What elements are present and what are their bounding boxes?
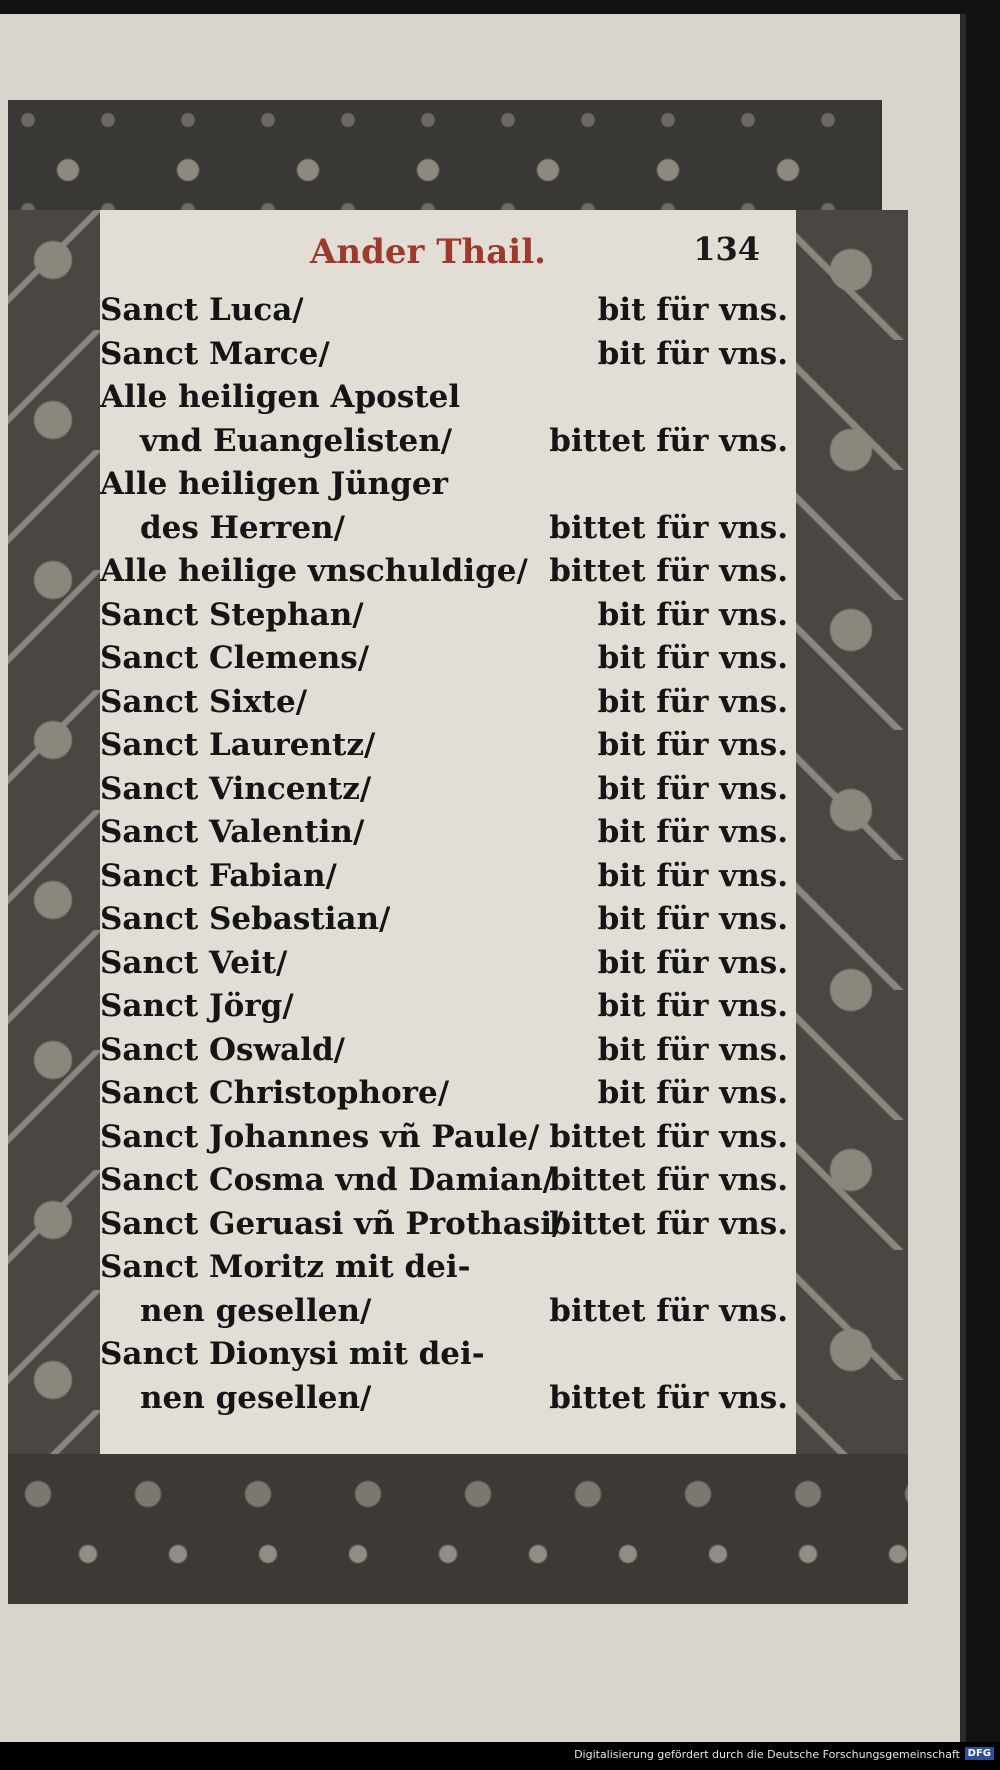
litany-line [100, 945, 796, 989]
saint-invocation: Sanct Marce/ [100, 335, 330, 372]
litany-response: bit für vns. [597, 770, 788, 807]
litany-response: bit für vns. [597, 292, 788, 328]
saint-invocation: Sanct Moritz mit dei- [100, 1249, 471, 1285]
litany-line [100, 510, 796, 554]
saint-invocation: vnd Euangelisten/ [140, 422, 453, 459]
litany-response: bit für vns. [597, 1031, 788, 1068]
litany-line [100, 379, 796, 423]
litany-response: bit für vns. [597, 640, 788, 676]
saint-invocation: Sanct Fabian/ [100, 857, 337, 894]
litany-line [100, 858, 796, 902]
litany-response: bit für vns. [597, 944, 788, 981]
litany-response: bittet für vns. [549, 1162, 788, 1198]
woodcut-border-left [8, 210, 100, 1454]
litany-line [100, 1206, 796, 1250]
saint-invocation: Sanct Oswald/ [100, 1031, 346, 1068]
litany-response: bittet für vns. [549, 1292, 788, 1329]
saint-invocation: Sanct Veit/ [100, 944, 288, 981]
saint-invocation: Sanct Jörg/ [100, 988, 294, 1024]
litany-line [100, 727, 796, 771]
woodcut-border-right [796, 210, 908, 1454]
saint-invocation: Sanct Valentin/ [100, 814, 365, 850]
saint-invocation: Alle heiligen Apostel [100, 379, 461, 415]
litany-response: bit für vns. [597, 596, 788, 633]
litany-response: bittet für vns. [549, 1118, 788, 1155]
litany-line [100, 1119, 796, 1163]
litany-line [100, 336, 796, 380]
litany-response: bit für vns. [597, 814, 788, 850]
litany-response: bittet für vns. [549, 553, 788, 589]
saint-invocation: Sanct Luca/ [100, 292, 304, 328]
saint-invocation: Sanct Sixte/ [100, 683, 308, 720]
litany-response: bit für vns. [597, 683, 788, 720]
saint-invocation: Sanct Clemens/ [100, 640, 370, 676]
text-block [100, 210, 796, 1454]
saint-invocation: nen gesellen/ [140, 1292, 372, 1329]
litany-response: bit für vns. [597, 988, 788, 1024]
litany-list [100, 292, 796, 1423]
litany-line [100, 771, 796, 815]
saint-invocation: Sanct Sebastian/ [100, 901, 391, 937]
page-number: 134 [693, 230, 760, 268]
litany-line [100, 553, 796, 597]
litany-response: bit für vns. [597, 727, 788, 763]
litany-line [100, 814, 796, 858]
litany-line [100, 901, 796, 945]
saint-invocation: Sanct Vincentz/ [100, 770, 372, 807]
saint-invocation: Alle heilige vnschuldige/ [100, 553, 528, 589]
book-page [0, 14, 966, 1742]
litany-line [100, 1336, 796, 1380]
litany-response: bittet für vns. [549, 1379, 788, 1416]
litany-line [100, 1162, 796, 1206]
litany-line [100, 1293, 796, 1337]
litany-line [100, 597, 796, 641]
saint-invocation: Sanct Cosma vnd Damian/ [100, 1162, 554, 1198]
litany-line [100, 684, 796, 728]
litany-line [100, 988, 796, 1032]
litany-line [100, 466, 796, 510]
woodcut-border-bottom [8, 1454, 908, 1604]
saint-invocation: nen gesellen/ [140, 1379, 372, 1416]
saint-invocation: Sanct Dionysi mit dei- [100, 1336, 485, 1372]
litany-response: bit für vns. [597, 335, 788, 372]
saint-invocation: Sanct Geruasi vñ Prothasi/ [100, 1205, 564, 1242]
litany-line [100, 1075, 796, 1119]
litany-line [100, 1380, 796, 1424]
litany-line [100, 292, 796, 336]
digitization-credit-bar [0, 1742, 1000, 1770]
saint-invocation: Alle heiligen Jünger [100, 466, 448, 502]
litany-line [100, 1032, 796, 1076]
running-head: Ander Thail. [310, 232, 546, 272]
litany-line [100, 1249, 796, 1293]
saint-invocation: des Herren/ [140, 509, 345, 546]
dfg-logo: DFG [965, 1747, 994, 1760]
litany-response: bit für vns. [597, 1075, 788, 1111]
litany-line [100, 640, 796, 684]
litany-response: bittet für vns. [549, 509, 788, 546]
litany-response: bit für vns. [597, 901, 788, 937]
litany-response: bit für vns. [597, 857, 788, 894]
woodcut-border-top [8, 100, 882, 210]
litany-line [100, 423, 796, 467]
saint-invocation: Sanct Laurentz/ [100, 727, 376, 763]
litany-response: bittet für vns. [549, 422, 788, 459]
litany-response: bittet für vns. [549, 1205, 788, 1242]
digitization-credit: Digitalisierung gefördert durch die Deutsche Forschungsgemeinschaft [574, 1748, 960, 1761]
saint-invocation: Sanct Stephan/ [100, 596, 364, 633]
saint-invocation: Sanct Christophore/ [100, 1075, 450, 1111]
saint-invocation: Sanct Johannes vñ Paule/ [100, 1118, 540, 1155]
